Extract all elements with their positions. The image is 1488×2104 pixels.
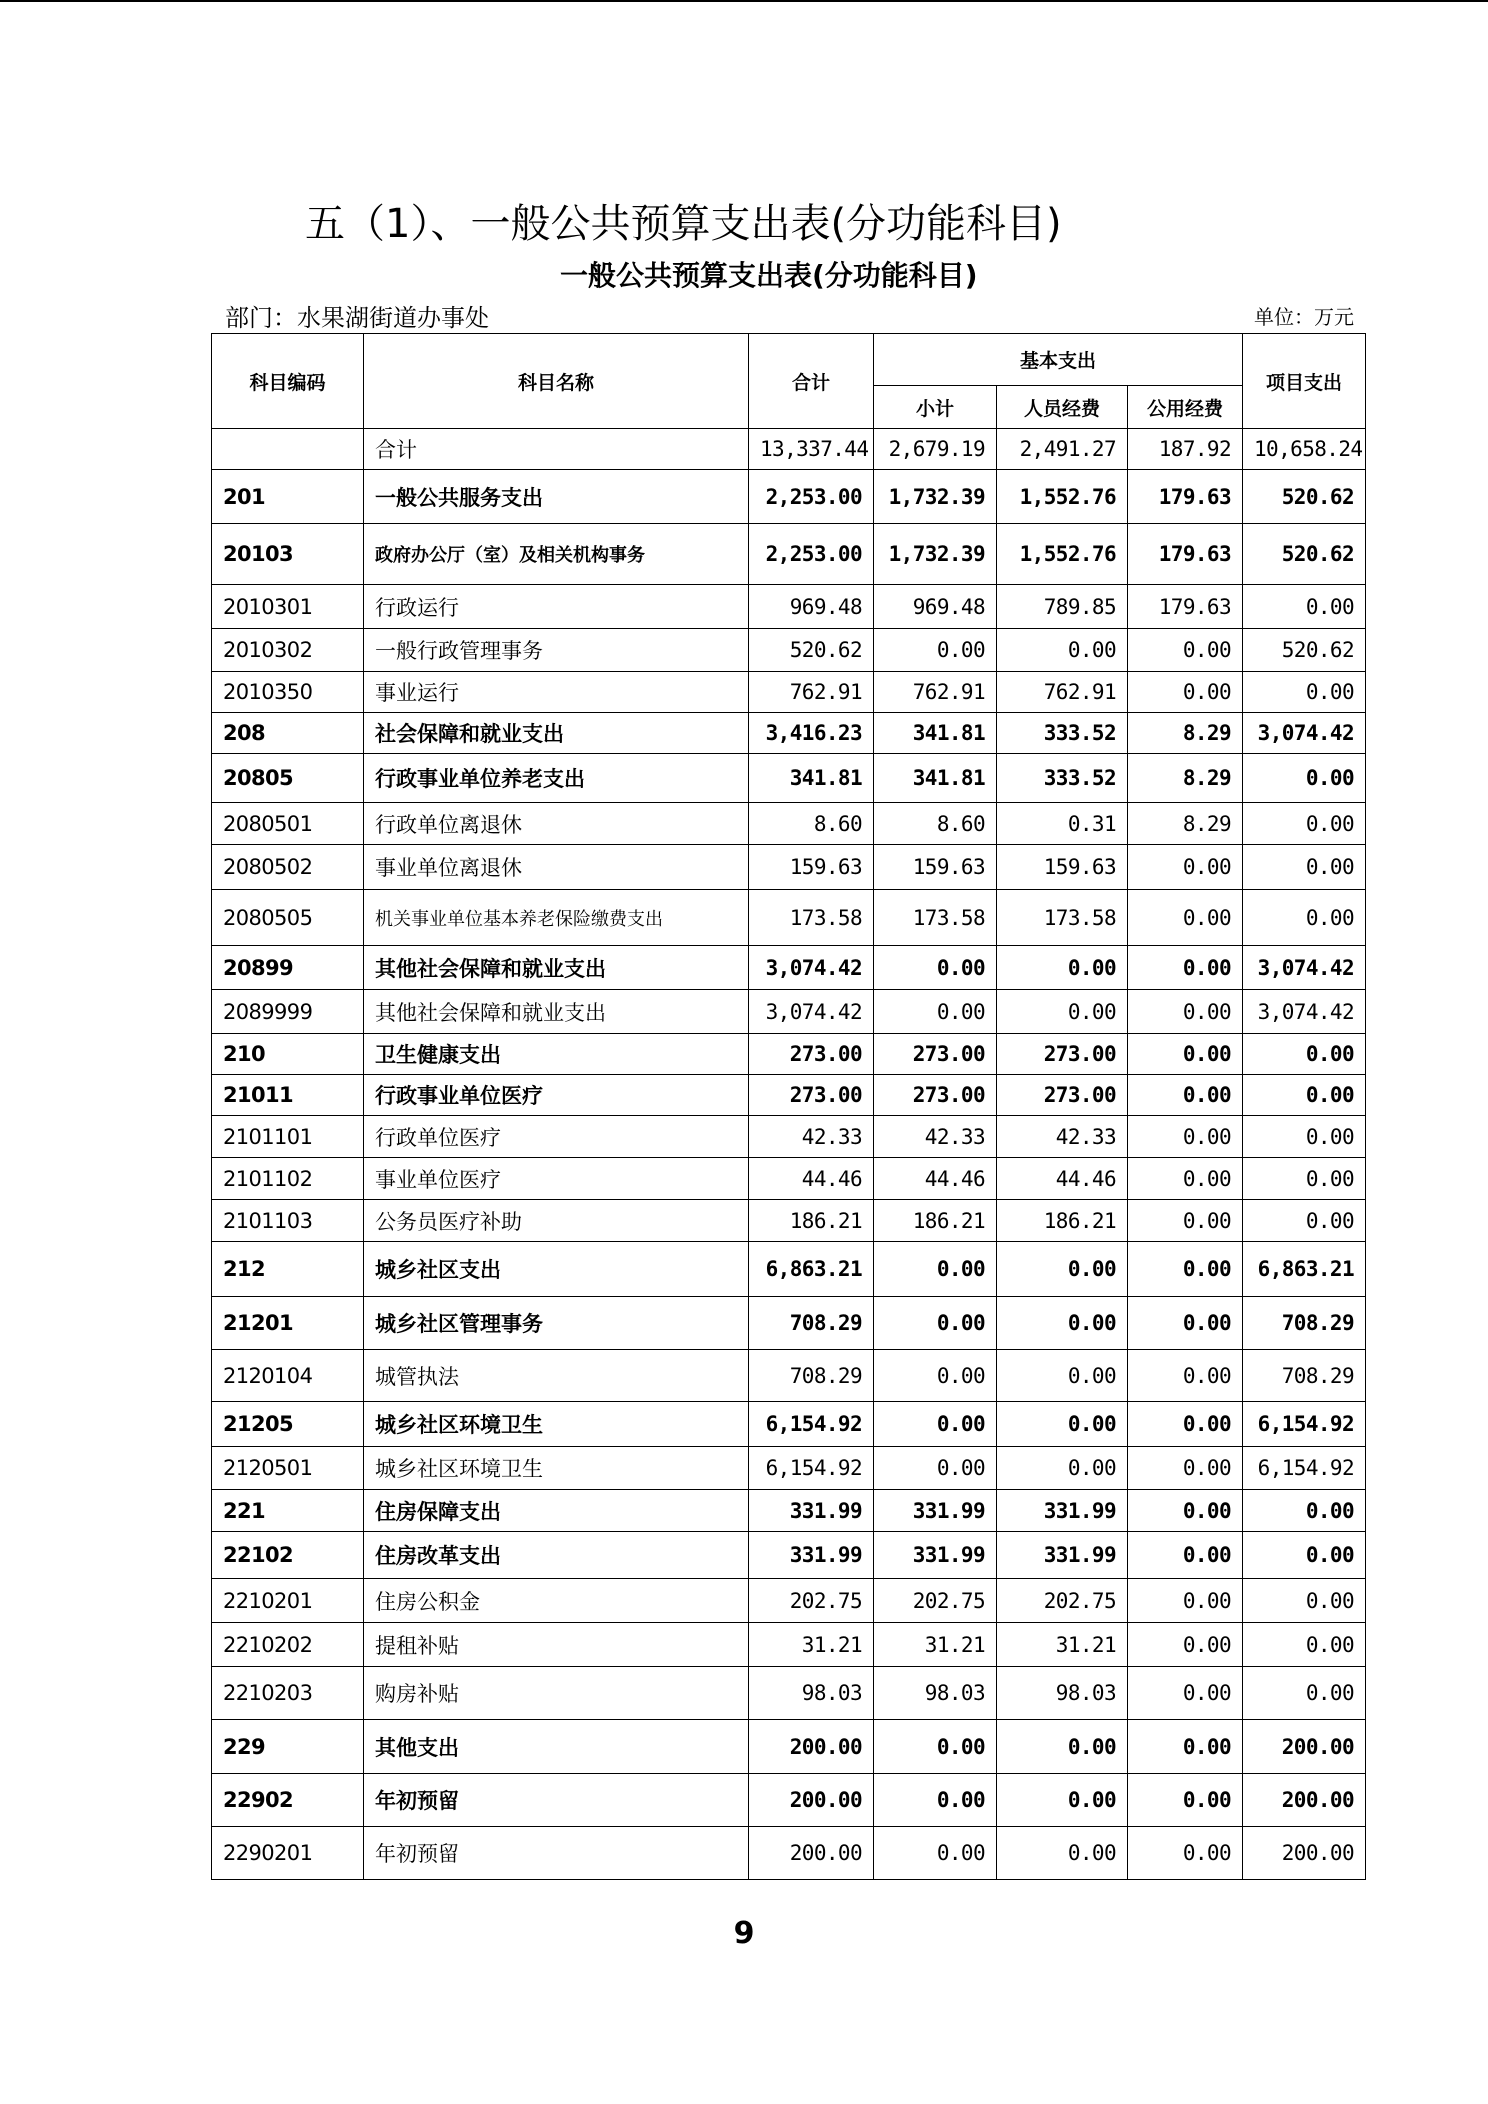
cell-code: 2010301 (212, 585, 364, 629)
table-row (212, 1158, 1366, 1200)
cell-personnel: 0.00 (997, 990, 1128, 1034)
cell-code: 221 (212, 1490, 364, 1532)
cell-subtotal: 186.21 (874, 1200, 997, 1242)
cell-code: 229 (212, 1720, 364, 1774)
cell-subtotal: 159.63 (874, 845, 997, 890)
cell-name: 公务员医疗补助 (364, 1200, 749, 1242)
cell-personnel: 789.85 (997, 585, 1128, 629)
table-title: 一般公共预算支出表(分功能科目) (560, 259, 978, 292)
cell-code: 20103 (212, 524, 364, 585)
cell-public: 0.00 (1128, 629, 1243, 672)
unit-label: 单位：万元 (1254, 305, 1354, 329)
cell-code: 20899 (212, 946, 364, 990)
cell-project: 0.00 (1243, 1532, 1366, 1579)
header-project: 项目支出 (1243, 334, 1366, 429)
cell-subtotal: 0.00 (874, 1402, 997, 1447)
cell-name: 其他社会保障和就业支出 (364, 990, 749, 1034)
cell-public: 0.00 (1128, 1532, 1243, 1579)
table-row (212, 1532, 1366, 1579)
cell-project: 0.00 (1243, 803, 1366, 845)
cell-total: 98.03 (749, 1667, 874, 1720)
cell-personnel: 0.00 (997, 1242, 1128, 1297)
cell-code: 210 (212, 1034, 364, 1075)
cell-total: 2,253.00 (749, 470, 874, 524)
cell-public: 0.00 (1128, 946, 1243, 990)
cell-name: 事业运行 (364, 672, 749, 713)
cell-project: 0.00 (1243, 890, 1366, 946)
table-row (212, 1200, 1366, 1242)
department-label: 部门：水果湖街道办事处 (225, 304, 489, 332)
cell-total: 341.81 (749, 754, 874, 803)
table-row (212, 1774, 1366, 1827)
cell-personnel: 331.99 (997, 1490, 1128, 1532)
cell-code: 208 (212, 713, 364, 754)
table-body (212, 429, 1366, 1880)
cell-subtotal: 98.03 (874, 1667, 997, 1720)
cell-project: 0.00 (1243, 1200, 1366, 1242)
cell-subtotal: 331.99 (874, 1490, 997, 1532)
table-row (212, 470, 1366, 524)
cell-public: 0.00 (1128, 890, 1243, 946)
cell-total: 708.29 (749, 1297, 874, 1350)
cell-personnel: 1,552.76 (997, 470, 1128, 524)
cell-total: 186.21 (749, 1200, 874, 1242)
cell-total: 273.00 (749, 1075, 874, 1116)
cell-code: 2080505 (212, 890, 364, 946)
cell-subtotal: 0.00 (874, 1447, 997, 1490)
table-row (212, 713, 1366, 754)
cell-personnel: 0.00 (997, 1774, 1128, 1827)
cell-personnel: 42.33 (997, 1116, 1128, 1158)
cell-project: 0.00 (1243, 585, 1366, 629)
cell-name: 城管执法 (364, 1350, 749, 1402)
cell-total: 8.60 (749, 803, 874, 845)
cell-name: 城乡社区管理事务 (364, 1297, 749, 1350)
cell-public: 0.00 (1128, 1490, 1243, 1532)
cell-public: 0.00 (1128, 1116, 1243, 1158)
cell-total: 200.00 (749, 1774, 874, 1827)
cell-total: 3,416.23 (749, 713, 874, 754)
cell-subtotal: 42.33 (874, 1116, 997, 1158)
table-row (212, 890, 1366, 946)
cell-personnel: 333.52 (997, 713, 1128, 754)
table-row (212, 1623, 1366, 1667)
cell-public: 0.00 (1128, 1242, 1243, 1297)
cell-project: 200.00 (1243, 1720, 1366, 1774)
table-row (212, 845, 1366, 890)
table-row (212, 1447, 1366, 1490)
cell-project: 0.00 (1243, 1623, 1366, 1667)
table-row (212, 524, 1366, 585)
cell-name: 机关事业单位基本养老保险缴费支出 (364, 890, 749, 946)
cell-public: 0.00 (1128, 1447, 1243, 1490)
cell-public: 179.63 (1128, 470, 1243, 524)
cell-name: 其他社会保障和就业支出 (364, 946, 749, 990)
table-row (212, 1667, 1366, 1720)
cell-total: 331.99 (749, 1532, 874, 1579)
cell-personnel: 173.58 (997, 890, 1128, 946)
cell-project: 3,074.42 (1243, 946, 1366, 990)
cell-subtotal: 0.00 (874, 1242, 997, 1297)
cell-name: 其他支出 (364, 1720, 749, 1774)
budget-table (211, 333, 1366, 1880)
cell-project: 3,074.42 (1243, 713, 1366, 754)
cell-subtotal: 0.00 (874, 1774, 997, 1827)
header-subtotal: 小计 (874, 386, 997, 429)
cell-public: 0.00 (1128, 1667, 1243, 1720)
cell-code: 22902 (212, 1774, 364, 1827)
cell-project: 0.00 (1243, 1075, 1366, 1116)
table-row (212, 1579, 1366, 1623)
cell-personnel: 31.21 (997, 1623, 1128, 1667)
cell-name: 城乡社区支出 (364, 1242, 749, 1297)
cell-subtotal: 273.00 (874, 1034, 997, 1075)
cell-personnel: 333.52 (997, 754, 1128, 803)
table-header (212, 334, 1366, 429)
cell-code: 2080502 (212, 845, 364, 890)
cell-total: 331.99 (749, 1490, 874, 1532)
cell-project: 708.29 (1243, 1350, 1366, 1402)
cell-total: 273.00 (749, 1034, 874, 1075)
cell-public: 0.00 (1128, 1075, 1243, 1116)
top-border-line (0, 0, 1488, 2)
cell-name: 购房补贴 (364, 1667, 749, 1720)
cell-personnel: 0.00 (997, 1297, 1128, 1350)
table-row (212, 1720, 1366, 1774)
cell-total: 13,337.44 (749, 429, 874, 470)
cell-subtotal: 0.00 (874, 1297, 997, 1350)
cell-subtotal: 341.81 (874, 754, 997, 803)
header-name: 科目名称 (364, 334, 749, 429)
header-personnel: 人员经费 (997, 386, 1128, 429)
cell-project: 0.00 (1243, 845, 1366, 890)
cell-personnel: 0.00 (997, 1720, 1128, 1774)
cell-name: 一般行政管理事务 (364, 629, 749, 672)
table-row (212, 803, 1366, 845)
cell-total: 200.00 (749, 1827, 874, 1880)
cell-total: 200.00 (749, 1720, 874, 1774)
cell-public: 0.00 (1128, 1579, 1243, 1623)
cell-subtotal: 969.48 (874, 585, 997, 629)
table-row (212, 629, 1366, 672)
cell-name: 一般公共服务支出 (364, 470, 749, 524)
cell-code: 20805 (212, 754, 364, 803)
cell-project: 0.00 (1243, 1116, 1366, 1158)
cell-project: 200.00 (1243, 1774, 1366, 1827)
table-row (212, 1402, 1366, 1447)
cell-code: 2120501 (212, 1447, 364, 1490)
cell-code: 21201 (212, 1297, 364, 1350)
cell-public: 0.00 (1128, 1297, 1243, 1350)
cell-subtotal: 0.00 (874, 1827, 997, 1880)
cell-name: 年初预留 (364, 1827, 749, 1880)
table-row (212, 990, 1366, 1034)
cell-total: 3,074.42 (749, 946, 874, 990)
cell-personnel: 762.91 (997, 672, 1128, 713)
cell-personnel: 0.00 (997, 1827, 1128, 1880)
cell-project: 0.00 (1243, 672, 1366, 713)
table-row (212, 1242, 1366, 1297)
cell-public: 179.63 (1128, 585, 1243, 629)
cell-total: 2,253.00 (749, 524, 874, 585)
cell-code: 2210202 (212, 1623, 364, 1667)
header-code: 科目编码 (212, 334, 364, 429)
cell-subtotal: 0.00 (874, 1720, 997, 1774)
cell-public: 0.00 (1128, 990, 1243, 1034)
cell-subtotal: 762.91 (874, 672, 997, 713)
cell-code: 2089999 (212, 990, 364, 1034)
cell-public: 0.00 (1128, 1720, 1243, 1774)
cell-subtotal: 331.99 (874, 1532, 997, 1579)
cell-personnel: 44.46 (997, 1158, 1128, 1200)
table-row (212, 1297, 1366, 1350)
cell-name: 城乡社区环境卫生 (364, 1447, 749, 1490)
cell-total: 6,154.92 (749, 1402, 874, 1447)
cell-code: 2120104 (212, 1350, 364, 1402)
cell-name: 行政事业单位养老支出 (364, 754, 749, 803)
cell-personnel: 186.21 (997, 1200, 1128, 1242)
cell-subtotal: 0.00 (874, 946, 997, 990)
cell-subtotal: 173.58 (874, 890, 997, 946)
cell-project: 6,154.92 (1243, 1447, 1366, 1490)
cell-total: 42.33 (749, 1116, 874, 1158)
cell-public: 8.29 (1128, 713, 1243, 754)
cell-total: 520.62 (749, 629, 874, 672)
cell-code: 212 (212, 1242, 364, 1297)
cell-public: 0.00 (1128, 1350, 1243, 1402)
cell-name: 住房改革支出 (364, 1532, 749, 1579)
cell-subtotal: 341.81 (874, 713, 997, 754)
cell-subtotal: 0.00 (874, 629, 997, 672)
cell-personnel: 1,552.76 (997, 524, 1128, 585)
cell-name: 行政运行 (364, 585, 749, 629)
cell-subtotal: 8.60 (874, 803, 997, 845)
cell-code: 2210203 (212, 1667, 364, 1720)
cell-subtotal: 202.75 (874, 1579, 997, 1623)
cell-project: 3,074.42 (1243, 990, 1366, 1034)
cell-project: 708.29 (1243, 1297, 1366, 1350)
cell-code: 2010302 (212, 629, 364, 672)
cell-code: 2210201 (212, 1579, 364, 1623)
table-row (212, 429, 1366, 470)
cell-personnel: 0.31 (997, 803, 1128, 845)
cell-personnel: 0.00 (997, 1447, 1128, 1490)
cell-public: 0.00 (1128, 1034, 1243, 1075)
table-row (212, 585, 1366, 629)
cell-total: 6,154.92 (749, 1447, 874, 1490)
cell-code: 2010350 (212, 672, 364, 713)
cell-public: 0.00 (1128, 1827, 1243, 1880)
cell-code: 2101103 (212, 1200, 364, 1242)
cell-name: 卫生健康支出 (364, 1034, 749, 1075)
cell-project: 0.00 (1243, 1158, 1366, 1200)
cell-total: 969.48 (749, 585, 874, 629)
cell-project: 0.00 (1243, 754, 1366, 803)
cell-total: 708.29 (749, 1350, 874, 1402)
cell-public: 0.00 (1128, 845, 1243, 890)
cell-public: 179.63 (1128, 524, 1243, 585)
cell-personnel: 0.00 (997, 629, 1128, 672)
page-title: 五（1）、一般公共预算支出表(分功能科目) (305, 201, 1062, 247)
cell-name: 城乡社区环境卫生 (364, 1402, 749, 1447)
header-basic: 基本支出 (874, 334, 1243, 386)
table-row (212, 1827, 1366, 1880)
header-total: 合计 (749, 334, 874, 429)
cell-total: 173.58 (749, 890, 874, 946)
cell-personnel: 159.63 (997, 845, 1128, 890)
cell-public: 0.00 (1128, 1774, 1243, 1827)
cell-personnel: 0.00 (997, 946, 1128, 990)
cell-project: 520.62 (1243, 629, 1366, 672)
table-row (212, 946, 1366, 990)
cell-personnel: 331.99 (997, 1532, 1128, 1579)
cell-subtotal: 1,732.39 (874, 524, 997, 585)
cell-project: 6,863.21 (1243, 1242, 1366, 1297)
cell-personnel: 273.00 (997, 1075, 1128, 1116)
cell-total: 6,863.21 (749, 1242, 874, 1297)
cell-name: 社会保障和就业支出 (364, 713, 749, 754)
cell-personnel: 273.00 (997, 1034, 1128, 1075)
cell-public: 8.29 (1128, 754, 1243, 803)
cell-code: 2290201 (212, 1827, 364, 1880)
cell-public: 187.92 (1128, 429, 1243, 470)
cell-name: 年初预留 (364, 1774, 749, 1827)
cell-total: 159.63 (749, 845, 874, 890)
cell-project: 6,154.92 (1243, 1402, 1366, 1447)
cell-code: 201 (212, 470, 364, 524)
cell-name: 行政事业单位医疗 (364, 1075, 749, 1116)
table-row (212, 1034, 1366, 1075)
cell-name: 合计 (364, 429, 749, 470)
table-row (212, 754, 1366, 803)
cell-name: 住房公积金 (364, 1579, 749, 1623)
cell-public: 0.00 (1128, 1402, 1243, 1447)
cell-project: 0.00 (1243, 1667, 1366, 1720)
cell-project: 0.00 (1243, 1490, 1366, 1532)
cell-project: 520.62 (1243, 470, 1366, 524)
cell-public: 0.00 (1128, 1200, 1243, 1242)
cell-total: 31.21 (749, 1623, 874, 1667)
cell-project: 0.00 (1243, 1034, 1366, 1075)
table-row (212, 1490, 1366, 1532)
cell-name: 住房保障支出 (364, 1490, 749, 1532)
table-row (212, 1075, 1366, 1116)
cell-project: 10,658.24 (1243, 429, 1366, 470)
cell-name: 提租补贴 (364, 1623, 749, 1667)
cell-personnel: 202.75 (997, 1579, 1128, 1623)
cell-subtotal: 273.00 (874, 1075, 997, 1116)
cell-code (212, 429, 364, 470)
cell-project: 0.00 (1243, 1579, 1366, 1623)
cell-subtotal: 0.00 (874, 1350, 997, 1402)
cell-code: 22102 (212, 1532, 364, 1579)
cell-code: 2101102 (212, 1158, 364, 1200)
cell-total: 44.46 (749, 1158, 874, 1200)
table-row (212, 1116, 1366, 1158)
cell-name: 政府办公厅（室）及相关机构事务 (364, 524, 749, 585)
cell-public: 0.00 (1128, 672, 1243, 713)
cell-personnel: 98.03 (997, 1667, 1128, 1720)
table-row (212, 672, 1366, 713)
cell-public: 0.00 (1128, 1623, 1243, 1667)
cell-personnel: 0.00 (997, 1402, 1128, 1447)
cell-name: 行政单位离退休 (364, 803, 749, 845)
cell-subtotal: 1,732.39 (874, 470, 997, 524)
cell-name: 事业单位离退休 (364, 845, 749, 890)
cell-name: 行政单位医疗 (364, 1116, 749, 1158)
cell-total: 202.75 (749, 1579, 874, 1623)
cell-name: 事业单位医疗 (364, 1158, 749, 1200)
cell-public: 8.29 (1128, 803, 1243, 845)
cell-code: 2080501 (212, 803, 364, 845)
cell-subtotal: 2,679.19 (874, 429, 997, 470)
cell-personnel: 2,491.27 (997, 429, 1128, 470)
table-row (212, 1350, 1366, 1402)
cell-subtotal: 0.00 (874, 990, 997, 1034)
cell-public: 0.00 (1128, 1158, 1243, 1200)
cell-project: 520.62 (1243, 524, 1366, 585)
cell-total: 762.91 (749, 672, 874, 713)
cell-project: 200.00 (1243, 1827, 1366, 1880)
cell-total: 3,074.42 (749, 990, 874, 1034)
cell-subtotal: 31.21 (874, 1623, 997, 1667)
cell-code: 21205 (212, 1402, 364, 1447)
cell-code: 2101101 (212, 1116, 364, 1158)
header-public: 公用经费 (1128, 386, 1243, 429)
cell-subtotal: 44.46 (874, 1158, 997, 1200)
cell-personnel: 0.00 (997, 1350, 1128, 1402)
page-number: 9 (733, 1916, 755, 1951)
cell-code: 21011 (212, 1075, 364, 1116)
